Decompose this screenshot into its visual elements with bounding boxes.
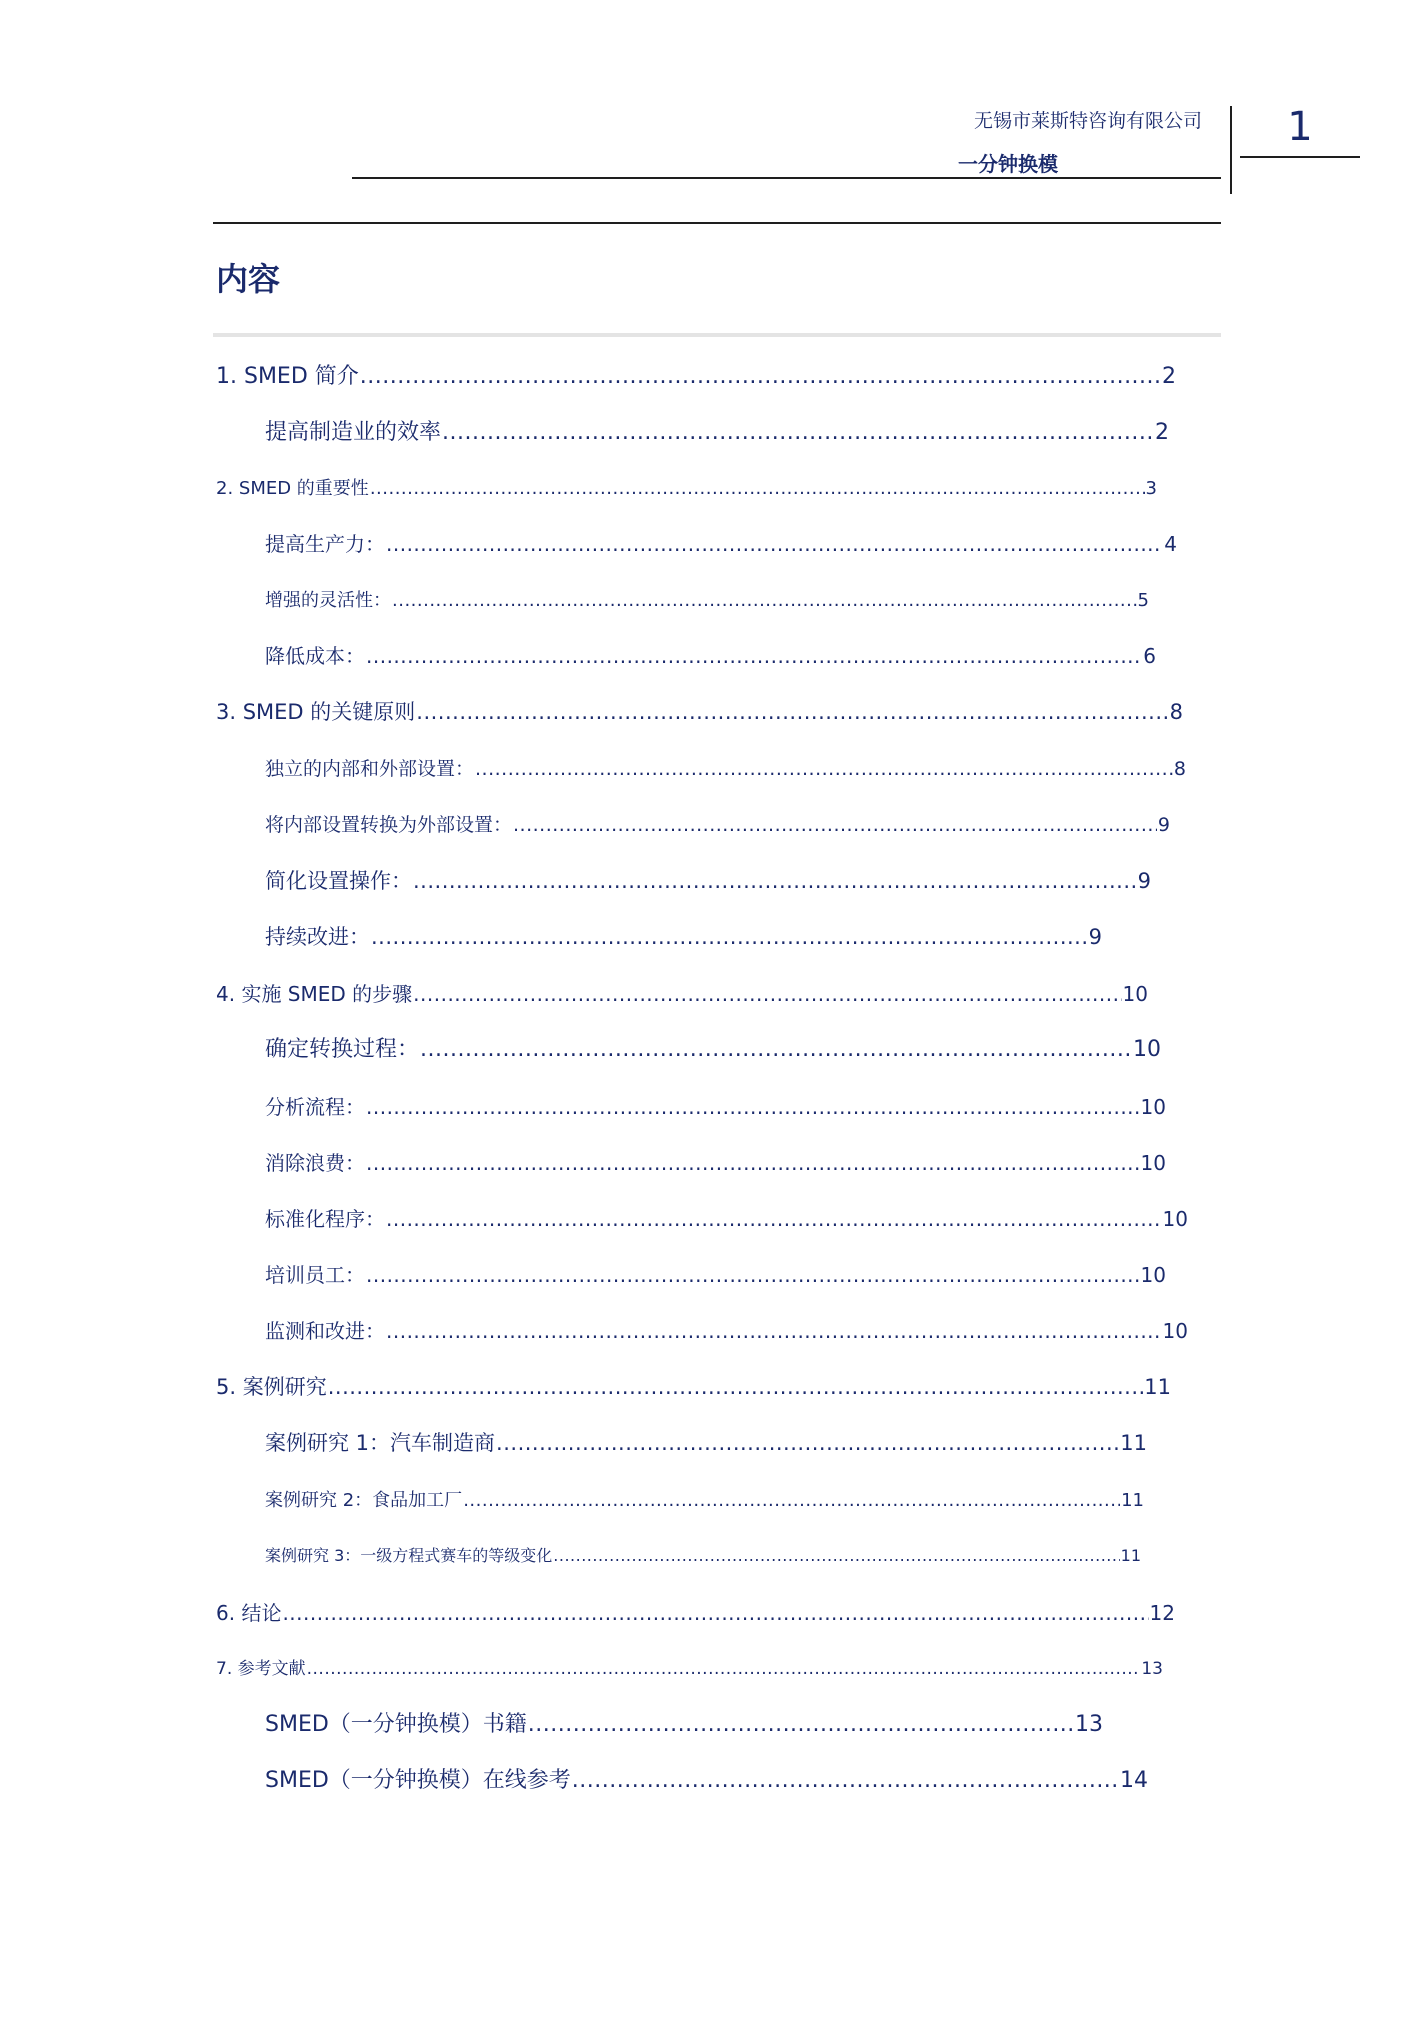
toc-entry-identify[interactable] [265,1032,1161,1063]
toc-leader [513,814,1157,836]
toc-page-number: 14 [1120,1768,1148,1793]
toc-entry-text: 增强的灵活性： [265,590,391,611]
toc-leader [328,1375,1144,1399]
toc-entry-analyze[interactable] [265,1091,1166,1120]
toc-page-number: 5 [1137,590,1149,611]
toc-page-number: 9 [1088,925,1102,949]
toc-page-number: 4 [1164,532,1177,556]
toc-page-number: 10 [1162,1319,1188,1343]
toc-page-number: 10 [1133,1037,1161,1062]
toc-entry-text: SMED（一分钟换模）在线参考 [265,1768,571,1793]
toc-entry-importance[interactable] [216,474,1157,500]
toc-leader [416,700,1168,724]
toc-entry-text: 案例研究 2：食品加工厂 [265,1490,463,1511]
toc-leader [366,1095,1140,1119]
toc-page-number: 10 [1140,1151,1166,1175]
toc-page-number: 10 [1122,982,1148,1006]
toc-entry-text: 2. SMED 的重要性 [216,478,369,499]
toc-page-number: 10 [1140,1095,1166,1119]
toc-entry-continuous[interactable] [265,921,1102,951]
toc-leader [442,420,1154,445]
page-number: 1 [1287,104,1313,150]
toc-page-number: 8 [1173,758,1186,780]
toc-entry-text: 5. 案例研究 [216,1375,327,1399]
toc-entry-text: 将内部设置转换为外部设置： [265,814,513,836]
toc-entry-steps[interactable] [216,978,1148,1007]
toc-leader [366,1151,1140,1175]
toc-page-number: 11 [1144,1375,1171,1399]
toc-entry-text: 案例研究 1：汽车制造商 [265,1431,496,1455]
toc-entry-text: 确定转换过程： [265,1037,420,1062]
toc-entry-text: SMED（一分钟换模）书籍 [265,1712,527,1737]
toc-page-number: 13 [1141,1659,1163,1679]
toc-entry-convert-setup[interactable] [265,810,1170,837]
toc-entry-eliminate[interactable] [265,1147,1166,1176]
toc-entry-text: 4. 实施 SMED 的步骤 [216,982,413,1006]
toc-leader [366,644,1142,668]
toc-page-number: 8 [1169,700,1183,724]
toc-leader [475,758,1173,780]
main-rule [213,222,1221,224]
toc-entry-online[interactable] [265,1763,1148,1794]
toc-leader [307,1659,1141,1679]
toc-leader [366,1263,1140,1287]
toc-entry-standardize[interactable] [265,1203,1188,1232]
toc-entry-case-3[interactable] [265,1543,1141,1566]
toc-entry-text: 提高生产力： [265,532,385,556]
toc-leader [386,532,1163,556]
toc-entry-case-1[interactable] [265,1427,1147,1457]
toc-entry-cost[interactable] [265,640,1156,669]
toc-entry-monitor[interactable] [265,1315,1188,1344]
toc-entry-references[interactable] [216,1654,1163,1679]
toc-page-number: 10 [1140,1263,1166,1287]
header-company: 无锡市莱斯特咨询有限公司 [973,110,1202,132]
toc-entry-text: 简化设置操作： [265,869,412,893]
toc-entry-text: 6. 结论 [216,1601,282,1625]
toc-entry-books[interactable] [265,1707,1103,1738]
toc-page-number: 2 [1155,420,1169,445]
toc-page-number: 12 [1149,1601,1175,1625]
toc-entry-case-studies[interactable] [216,1371,1171,1401]
toc-entry-flexibility[interactable] [265,586,1149,612]
toc-entry-text: 标准化程序： [265,1207,385,1231]
toc-entry-text: 3. SMED 的关键原则 [216,700,416,724]
toc-page-number: 2 [1162,364,1176,389]
toc-leader [413,982,1121,1006]
toc-leader [386,1207,1162,1231]
toc-leader [392,590,1137,611]
toc-entry-intro[interactable] [216,359,1176,390]
header-rule [352,177,1221,179]
toc-page-number: 10 [1162,1207,1188,1231]
toc-entry-text: 分析流程： [265,1095,365,1119]
toc-leader [420,1037,1132,1062]
toc-entry-separate-setup[interactable] [265,754,1186,781]
toc-entry-text: 独立的内部和外部设置： [265,758,475,780]
toc-entry-efficiency[interactable] [265,415,1169,446]
page-number-rule [1240,156,1360,158]
toc-entry-case-2[interactable] [265,1486,1144,1512]
toc-entry-text: 培训员工： [265,1263,365,1287]
toc-entry-text: 1. SMED 简介 [216,364,359,389]
toc-page-number: 11 [1120,1546,1141,1565]
toc-page-number: 11 [1120,1431,1147,1455]
toc-title: 内容 [216,260,281,298]
toc-entry-streamline[interactable] [265,865,1151,895]
toc-leader [463,1490,1120,1511]
toc-leader [386,1319,1162,1343]
toc-leader [371,925,1088,949]
toc-leader [553,1546,1119,1565]
toc-leader [370,478,1145,499]
toc-page-number: 9 [1157,814,1170,836]
toc-leader [413,869,1137,893]
toc-entry-principles[interactable] [216,696,1183,726]
header-divider [1230,106,1232,194]
toc-entry-text: 案例研究 3：一级方程式赛车的等级变化 [265,1546,553,1565]
toc-page-number: 9 [1137,869,1151,893]
toc-page-number: 11 [1121,1490,1144,1511]
toc-entry-text: 提高制造业的效率 [265,420,442,445]
toc-entry-text: 降低成本： [265,644,365,668]
toc-page-number: 13 [1075,1712,1103,1737]
toc-entry-train[interactable] [265,1259,1166,1288]
toc-entry-text: 7. 参考文献 [216,1659,306,1679]
toc-page-number: 6 [1143,644,1156,668]
toc-entry-text: 消除浪费： [265,1151,365,1175]
toc-entry-conclusion[interactable] [216,1597,1175,1626]
toc-leader [528,1712,1074,1737]
toc-leader [282,1601,1148,1625]
toc-leader [496,1431,1119,1455]
toc-leader [572,1768,1119,1793]
title-rule [213,333,1221,337]
toc-entry-productivity[interactable] [265,528,1177,557]
toc-page-number: 3 [1145,478,1157,499]
toc-entry-text: 持续改进： [265,925,370,949]
header-subtitle: 一分钟换模 [958,152,1058,176]
toc-entry-text: 监测和改进： [265,1319,385,1343]
toc-leader [360,364,1161,389]
